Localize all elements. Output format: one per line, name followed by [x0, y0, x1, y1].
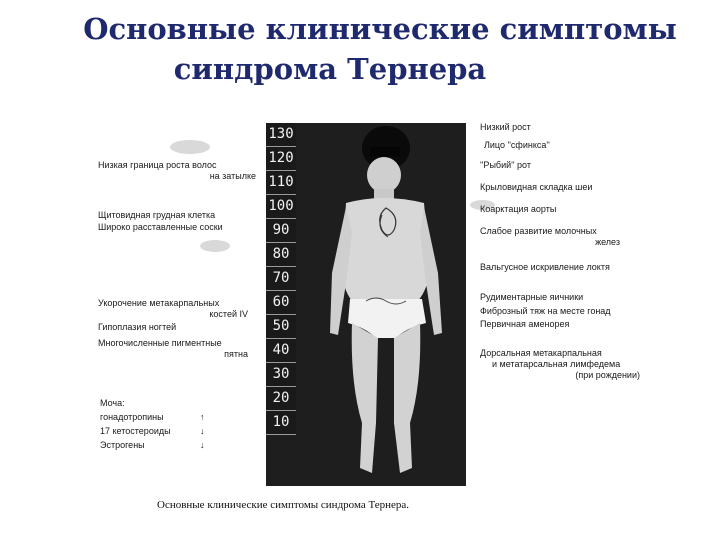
- label-breast-underdevelopment: Слабое развитие молочных: [480, 226, 597, 236]
- label-pigment-nevi: Многочисленные пигментные: [98, 338, 222, 348]
- label-short-metacarpals-2: костей IV: [209, 309, 248, 319]
- scale-tick: 30: [266, 363, 296, 387]
- patient-photo: [266, 123, 466, 486]
- label-short-metacarpals: Укорочение метакарпальных: [98, 298, 220, 308]
- scale-tick: 60: [266, 291, 296, 315]
- label-neck-webbing: Крыловидная складка шеи: [480, 182, 593, 192]
- urine-row-name: гонадотропины: [100, 412, 164, 422]
- title-line-1: Основные клинические симптомы: [83, 12, 677, 46]
- label-pigment-nevi-2: пятна: [224, 349, 248, 359]
- scale-tick: 90: [266, 219, 296, 243]
- label-sphinx-face: Лицо ''сфинкса'': [484, 140, 550, 150]
- label-fish-mouth: ''Рыбий'' рот: [480, 160, 531, 170]
- label-cubitus-valgus: Вальгусное искривление локтя: [480, 262, 610, 272]
- height-scale: [266, 123, 296, 486]
- patient-figure: [266, 123, 466, 486]
- title-line-2: синдрома Тернера: [173, 52, 487, 86]
- label-fibrous-streak: Фиброзный тяж на месте гонад: [480, 306, 611, 316]
- background-speckle: [170, 140, 210, 154]
- scale-tick: 120: [266, 147, 296, 171]
- figure-caption: Основные клинические симптомы синдрома Тернера.: [157, 499, 410, 511]
- scale-tick: 40: [266, 339, 296, 363]
- scale-tick: 80: [266, 243, 296, 267]
- scale-tick: 10: [266, 411, 296, 435]
- background-speckle: [200, 240, 230, 252]
- label-wide-nipples: Широко расставленные соски: [98, 222, 223, 232]
- scale-tick: 70: [266, 267, 296, 291]
- label-short-stature: Низкий рост: [480, 122, 531, 132]
- scale-tick: 110: [266, 171, 296, 195]
- label-rudimentary-ovaries: Рудиментарные яичники: [480, 292, 584, 302]
- label-breast-underdevelopment-2: желез: [595, 237, 620, 247]
- label-low-hairline: Низкая граница роста волос: [98, 160, 217, 170]
- arrow-up-icon: ↑: [200, 412, 205, 422]
- arrow-down-icon: ↓: [200, 440, 205, 450]
- label-lymphedema-3: (при рождении): [575, 370, 640, 380]
- scale-tick: 130: [266, 123, 296, 147]
- label-shield-chest: Щитовидная грудная клетка: [98, 210, 216, 220]
- urine-row-name: Эстрогены: [100, 440, 145, 450]
- label-nail-hypoplasia: Гипоплазия ногтей: [98, 322, 177, 332]
- label-primary-amenorrhea: Первичная аменорея: [480, 319, 570, 329]
- scale-tick: 100: [266, 195, 296, 219]
- urine-heading: Моча:: [100, 398, 125, 408]
- scale-tick: 50: [266, 315, 296, 339]
- label-lymphedema-2: и метатарсальная лимфедема: [492, 359, 621, 369]
- label-lymphedema: Дорсальная метакарпальная: [480, 348, 602, 358]
- urine-row-name: 17 кетостероиды: [100, 426, 171, 436]
- label-coarctation: Коарктация аорты: [480, 204, 557, 214]
- scale-tick: 20: [266, 387, 296, 411]
- label-low-hairline-2: на затылке: [209, 171, 256, 181]
- arrow-down-icon: ↓: [200, 426, 205, 436]
